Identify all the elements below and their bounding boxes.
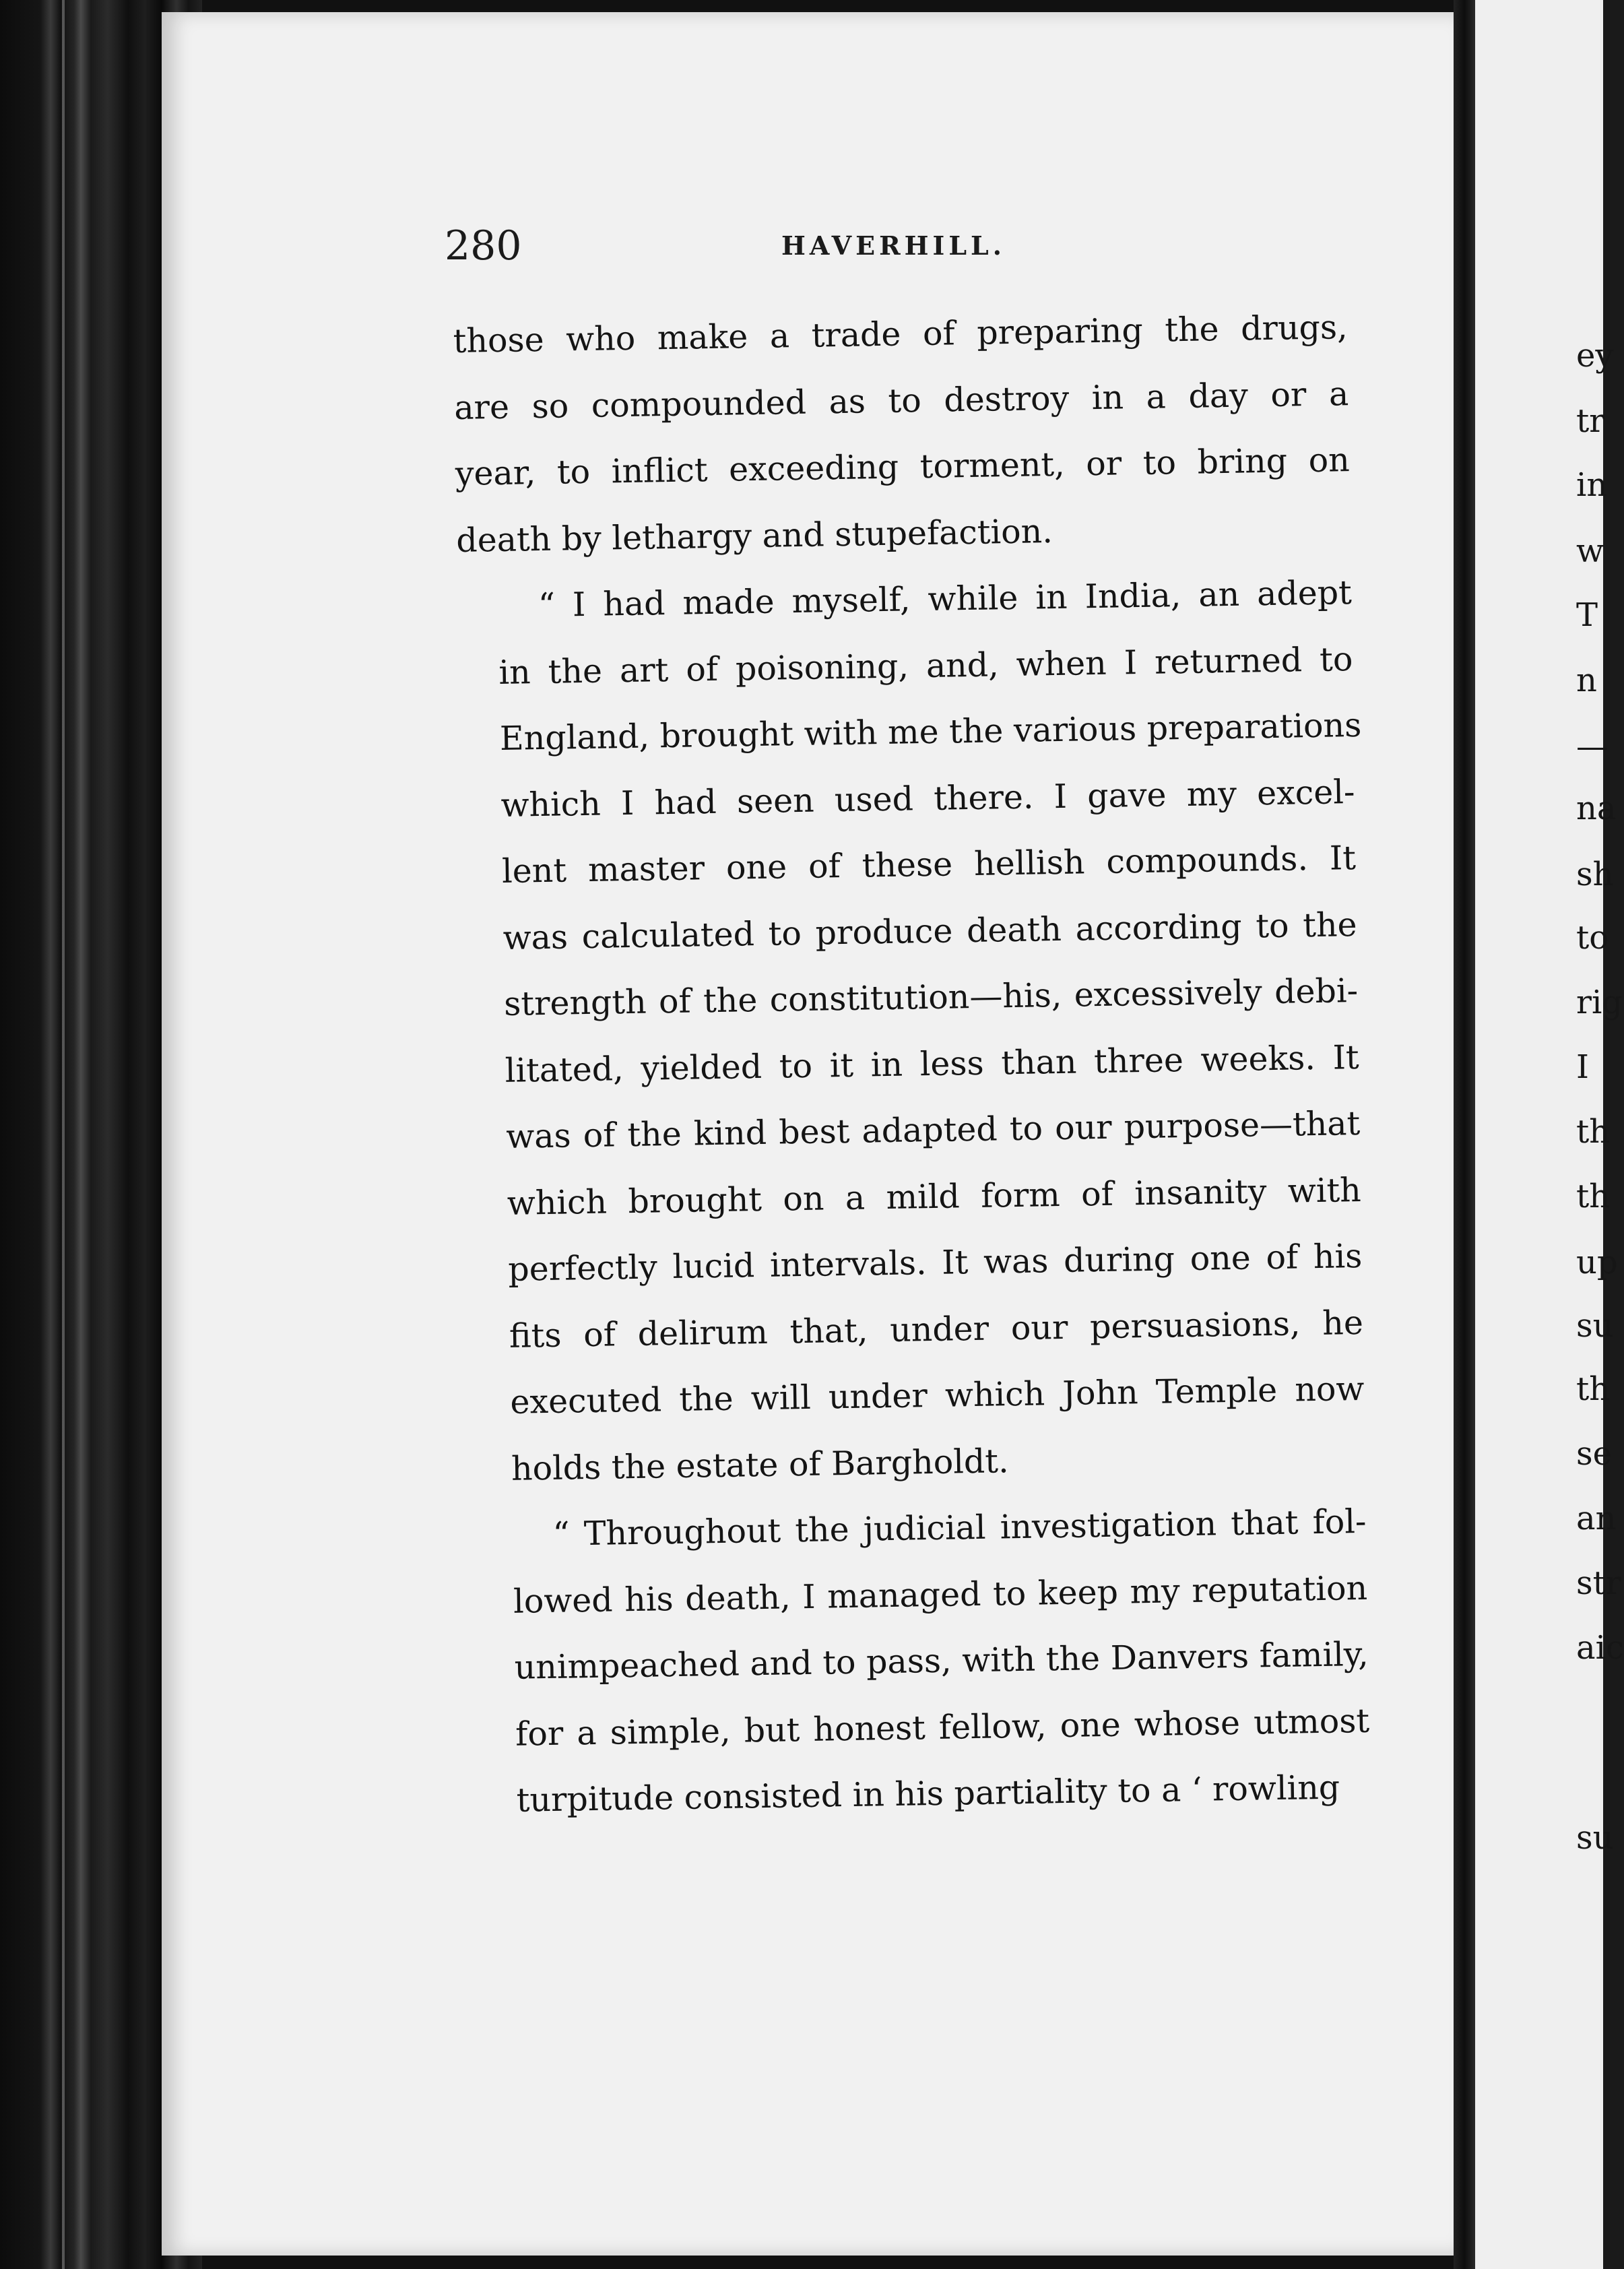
- text-line: which brought on a mild form of insanity with: [507, 1170, 1362, 1223]
- facing-page-fragment: th: [1576, 1370, 1611, 1408]
- text-line: year, to inflict exceeding torment, or to bring on: [455, 441, 1351, 493]
- facing-page-fragment: ey: [1576, 337, 1614, 375]
- text-line: those who make a trade of preparing the drugs,: [453, 308, 1349, 360]
- facing-page-fragment: sh: [1576, 856, 1614, 893]
- text-line: litated, yielded to it in less than three weeks. It: [505, 1037, 1360, 1090]
- paragraph: [453, 294, 1351, 574]
- text-line: “ Throughout the judicial investigation that fol-: [552, 1502, 1367, 1554]
- text-line: holds the estate of Bargholdt.: [511, 1441, 1009, 1488]
- facing-page-fragment: n: [1576, 662, 1597, 699]
- facing-page-fragment: up: [1576, 1244, 1618, 1281]
- text-line: which I had seen used there. I gave my excel-: [500, 772, 1355, 825]
- facing-page-fragment: —: [1576, 728, 1609, 765]
- text-line: executed the will under which John Temple now: [510, 1369, 1365, 1421]
- paragraph: [457, 560, 1365, 1503]
- page-gutter: [1454, 0, 1475, 2269]
- facing-page: [1475, 0, 1624, 2269]
- facing-page-fragment: su: [1576, 1819, 1614, 1857]
- facing-page-fragment: su: [1576, 1307, 1614, 1345]
- facing-page-fragment: tr: [1576, 402, 1605, 440]
- text-line: unimpeached and to pass, with the Danvers family,: [514, 1634, 1369, 1687]
- text-line: perfectly lucid intervals. It was during one of his: [507, 1236, 1363, 1289]
- text-line: in the art of poisoning, and, when I returned to: [498, 639, 1353, 692]
- facing-page-fragment: w: [1576, 532, 1604, 570]
- facing-page-fragment: an: [1576, 1500, 1617, 1537]
- text-line: strength of the constitution—his, excessively debi-: [503, 971, 1359, 1023]
- facing-page-fragment: T: [1576, 596, 1598, 634]
- facing-page-fragment: th: [1576, 1113, 1611, 1151]
- facing-page-fragment: I: [1576, 1048, 1589, 1086]
- text-line: lent master one of these hellish compounds. It: [501, 839, 1357, 891]
- facing-page-fragment: se: [1576, 1435, 1613, 1473]
- text-line: for a simple, but honest fellow, one whose utmost: [515, 1701, 1370, 1754]
- body-text: [453, 294, 1371, 1834]
- text-line: England, brought with me the various preparations: [499, 705, 1362, 758]
- page-header: [445, 222, 1388, 269]
- facing-page-fragment: rig: [1576, 984, 1623, 1021]
- text-line: fits of delirum that, under our persuasions, he: [509, 1303, 1364, 1355]
- facing-page-fragment: na: [1576, 790, 1617, 827]
- running-head: HAVERHILL.: [781, 230, 1006, 261]
- facing-page-fragment: to: [1576, 919, 1609, 957]
- facing-page-fragment: str: [1576, 1564, 1621, 1602]
- text-line: lowed his death, I managed to keep my reputation: [513, 1568, 1368, 1621]
- text-line: are so compounded as to destroy in a day or a: [453, 374, 1349, 427]
- text-line: was calculated to produce death according to the: [502, 905, 1357, 957]
- facing-page-fragment: in: [1576, 466, 1608, 504]
- paragraph: [472, 1489, 1371, 1834]
- text-line: death by lethargy and stupefaction.: [455, 511, 1053, 560]
- page-number: 280: [445, 222, 522, 269]
- facing-page-fragment: th: [1576, 1178, 1611, 1215]
- facing-page-fragment: aic: [1576, 1629, 1624, 1667]
- text-line: was of the kind best adapted to our purpose—that: [505, 1104, 1361, 1156]
- text-line: “ I had made myself, while in India, an adept: [538, 573, 1353, 625]
- text-line: turpitude consisted in his partiality to a ‘ rowling: [516, 1768, 1340, 1820]
